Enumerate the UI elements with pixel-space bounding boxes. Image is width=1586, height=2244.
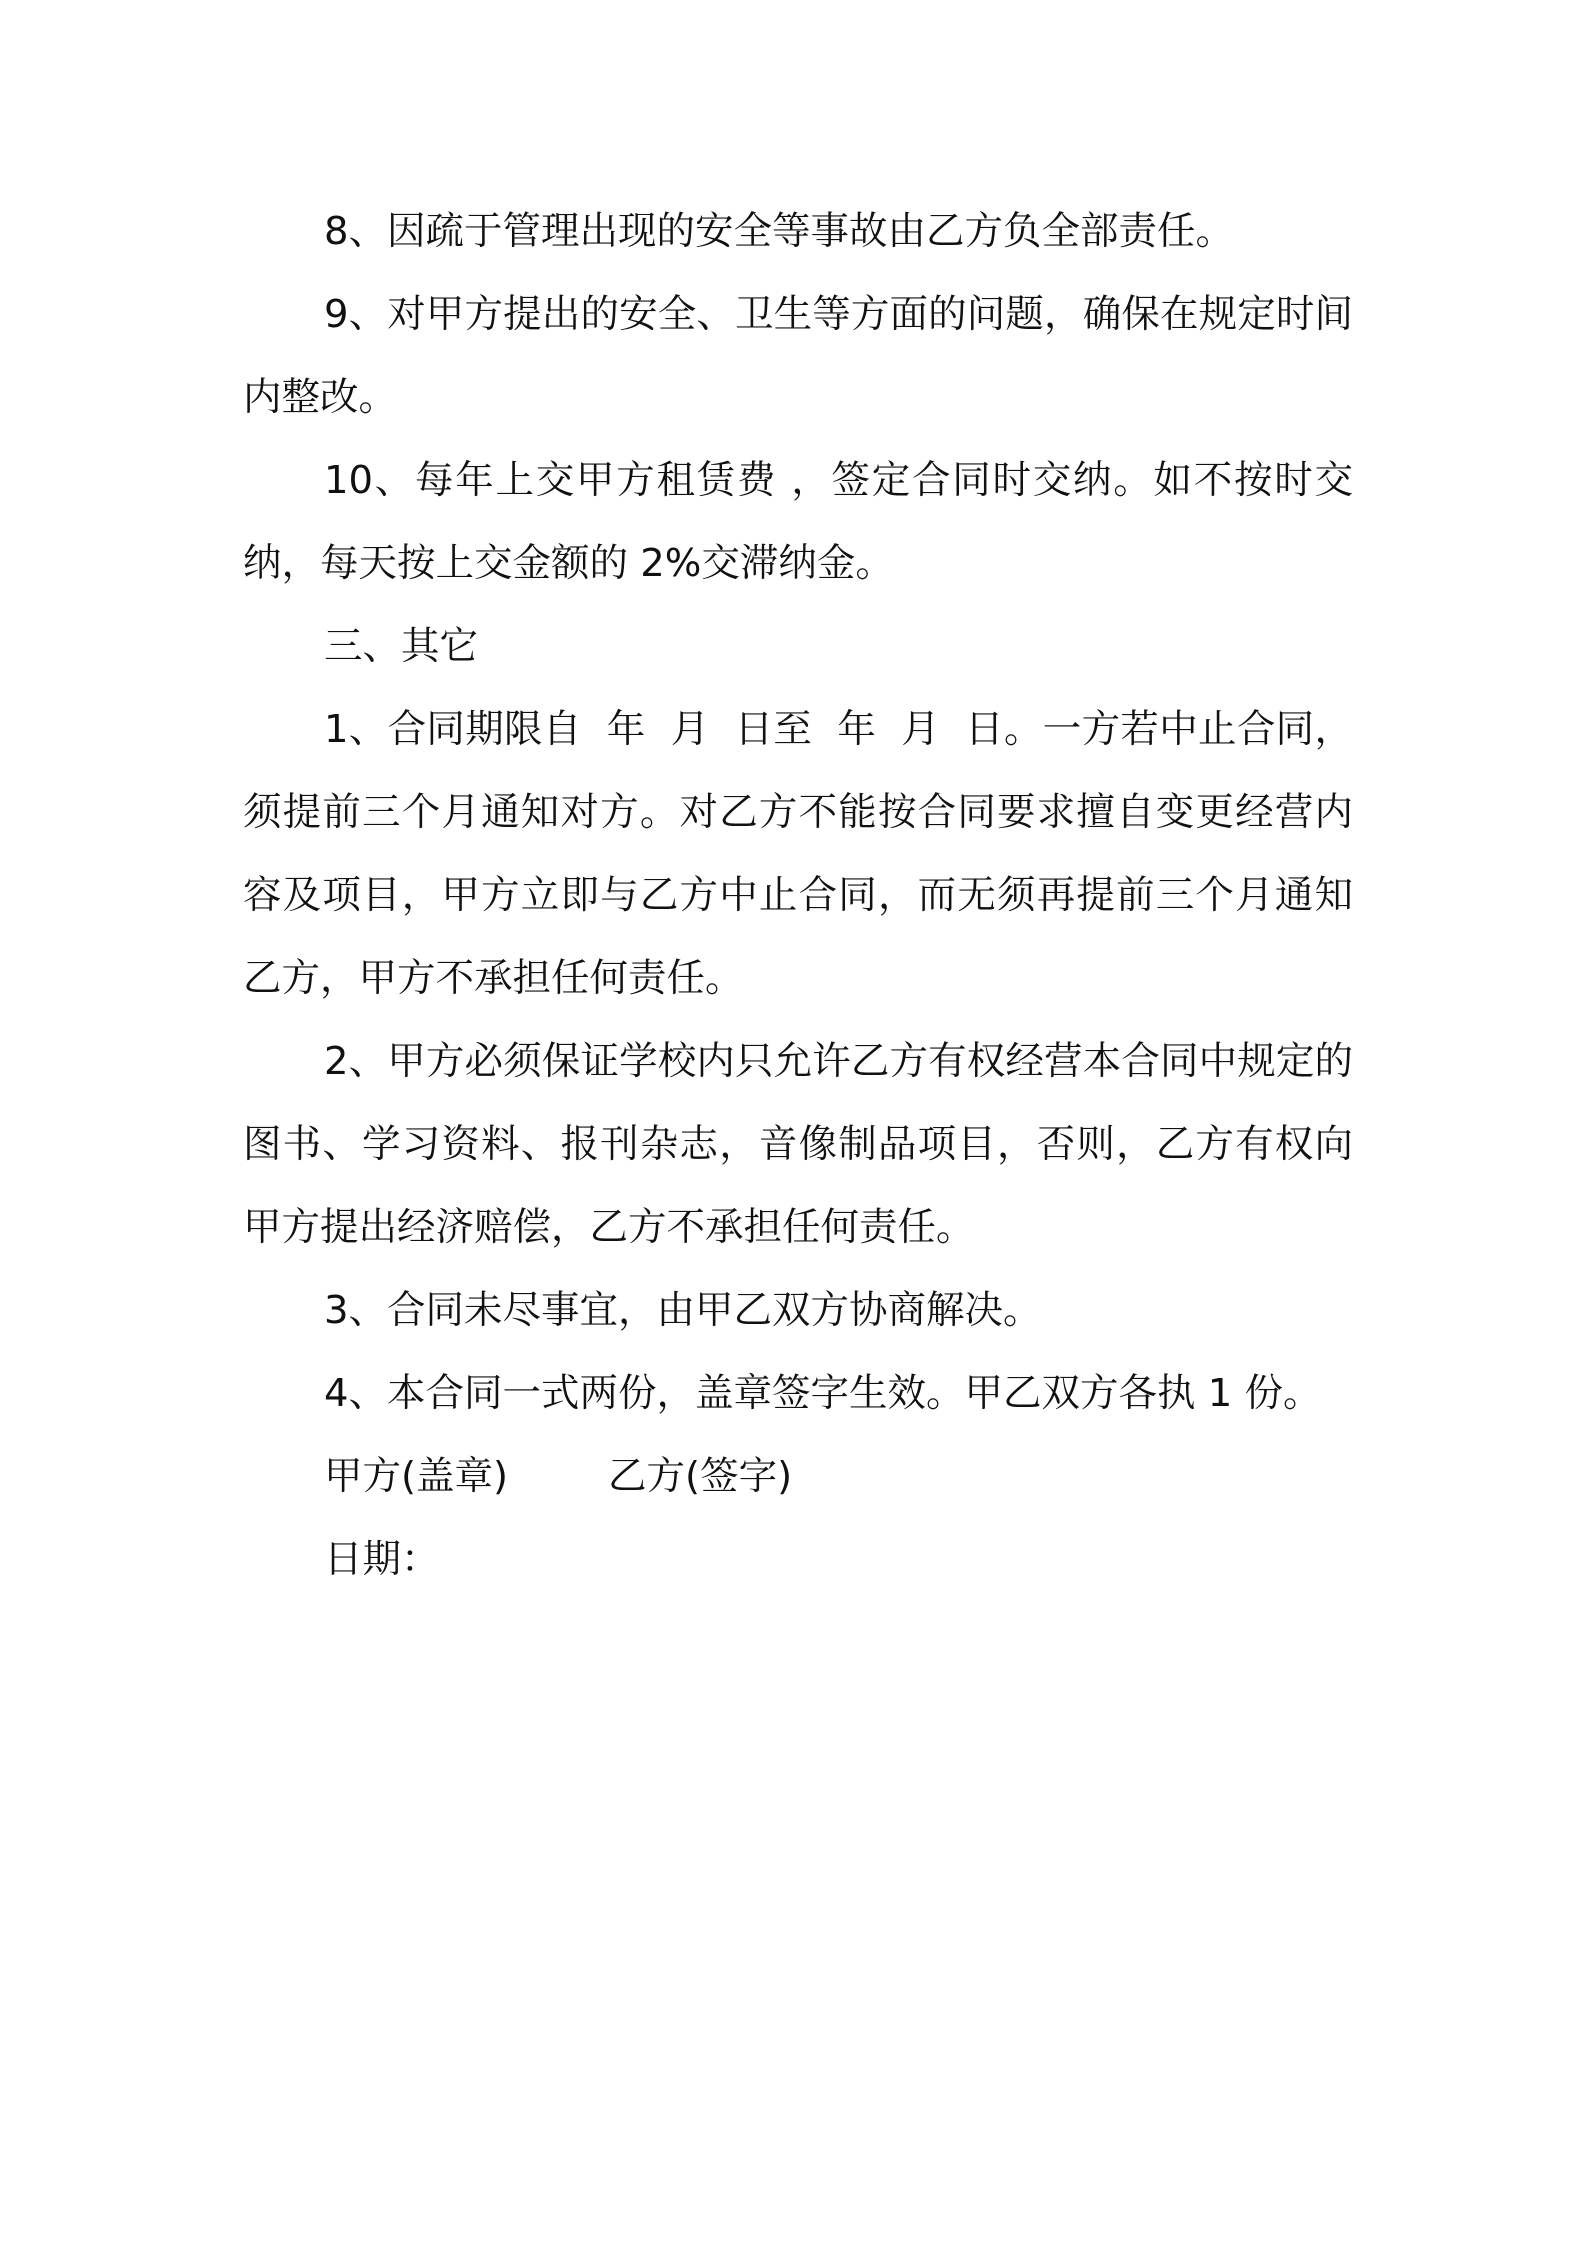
other-clause-4: 4、本合同一式两份，盖章签字生效。甲乙双方各执 1 份。 — [324, 1371, 1322, 1416]
party-a-seal-label: 甲方(盖章) — [324, 1454, 509, 1499]
clause-9: 9、对甲方提出的安全、卫生等方面的问题，确保在规定时间内整改。 — [243, 292, 1353, 420]
date-line — [243, 1518, 1353, 1601]
clause-10: 10、每年上交甲方租赁费 ，签定合同时交纳。如不按时交纳，每天按上交金额的 2%交滞纳金。 — [243, 458, 1353, 586]
other-clause-3: 3、合同未尽事宜，由甲乙双方协商解决。 — [324, 1288, 1042, 1333]
party-b-sign-label: 乙方(签字) — [608, 1454, 793, 1499]
other-clause-1: 1、合同期限自 年 月 日至 年 月 日。一方若中止合同，须提前三个月通知对方。对乙方不能按合同要求擅自变更经营内容及项目，甲方立即与乙方中止合同，而无须再提前三个月通知乙方，甲方不承担任何责任。 — [243, 707, 1353, 1001]
clause-8: 8、因疏于管理出现的安全等事故由乙方负全部责任。 — [324, 209, 1234, 254]
date-label: 日期： — [324, 1537, 440, 1582]
signature-line — [243, 1435, 1353, 1518]
other-clause-2: 2、甲方必须保证学校内只允许乙方有权经营本合同中规定的图书、学习资料、报刊杂志，音像制品项目，否则，乙方有权向甲方提出经济赔偿，乙方不承担任何责任。 — [243, 1039, 1353, 1250]
document-page — [243, 190, 1353, 1601]
section-heading-other: 三、其它 — [324, 624, 479, 669]
